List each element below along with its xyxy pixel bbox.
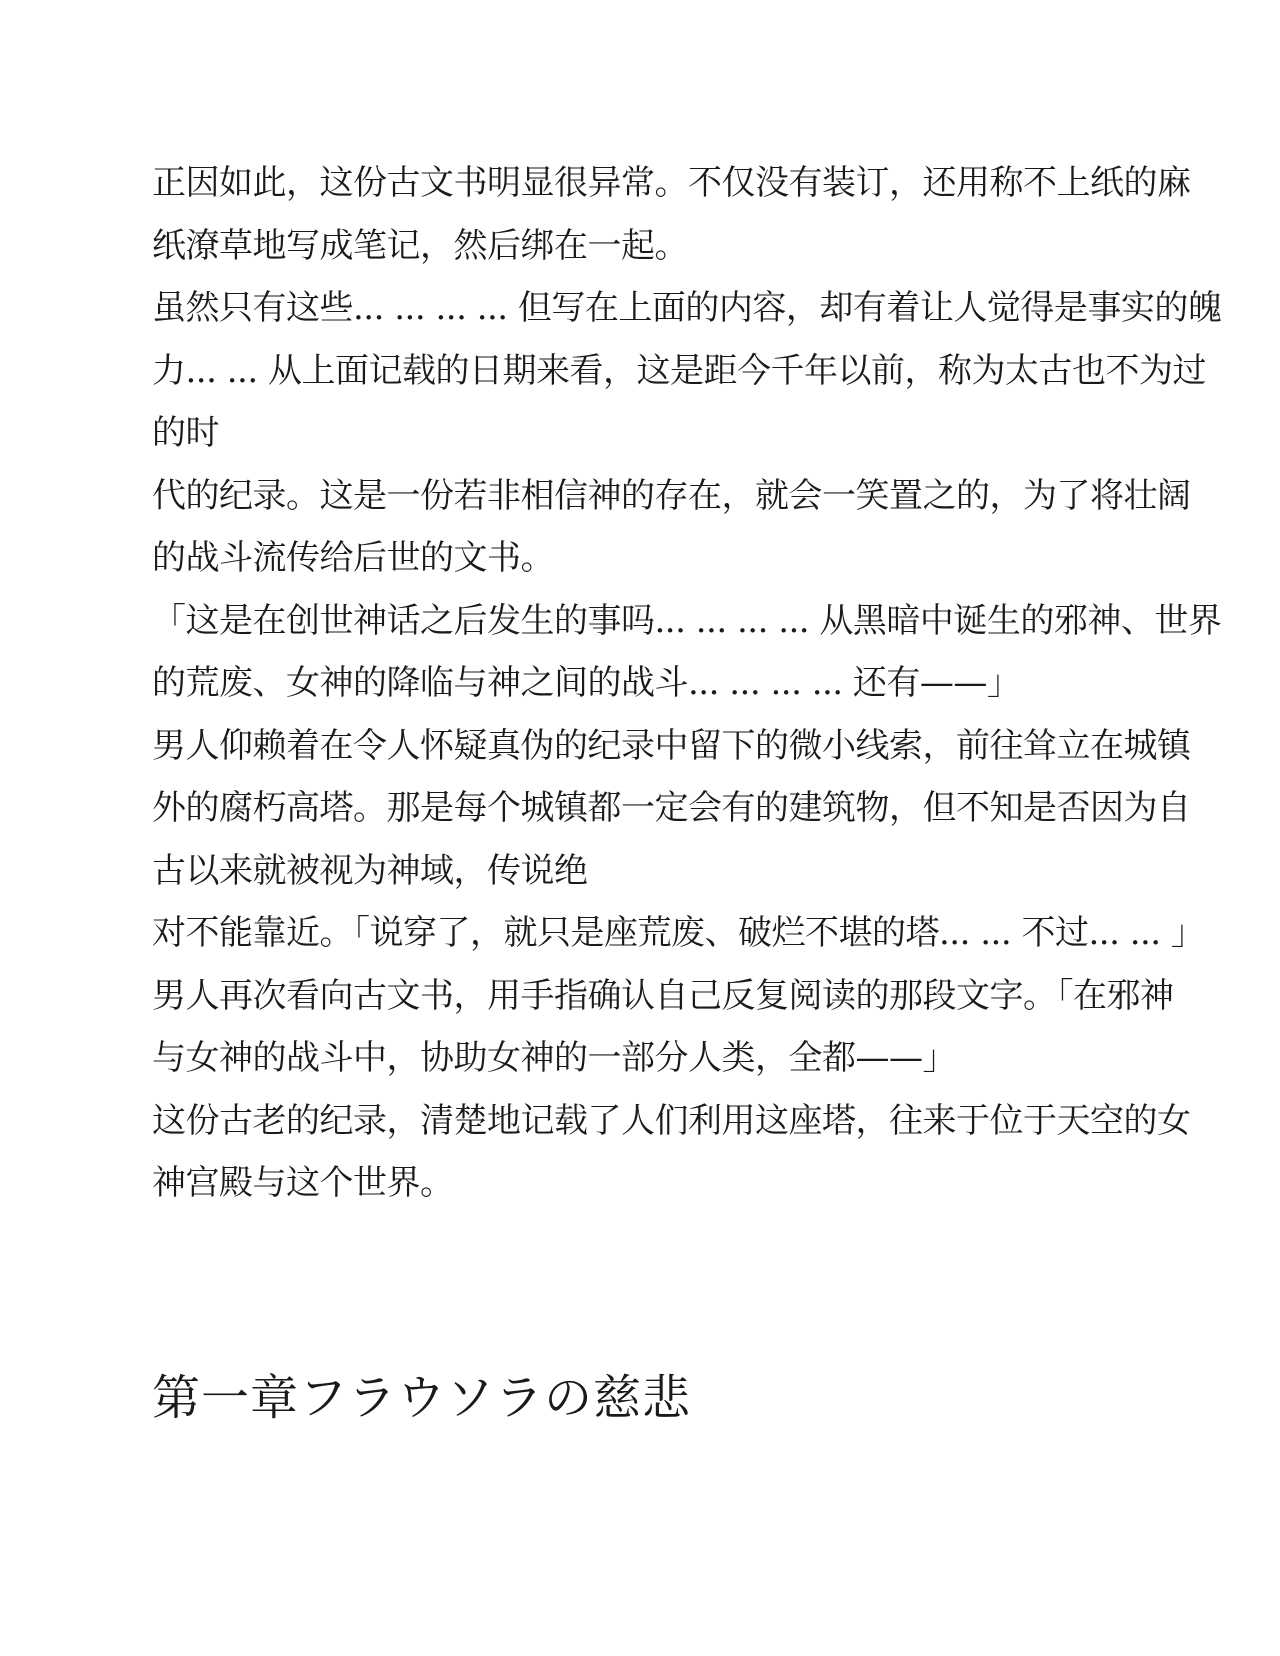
- text-line: 与女神的战斗中，协助女神的一部分人类，全都——」: [152, 1038, 956, 1078]
- text-line: 的时: [152, 413, 219, 453]
- document-page: [152, 0, 1222, 1656]
- text-line: 神宫殿与这个世界。: [152, 1163, 454, 1203]
- text-line: 的战斗流传给后世的文书。: [152, 538, 554, 578]
- chapter-title: 第一章フラウソラの慈悲: [152, 1370, 692, 1426]
- text-line: 力... ... 从上面记载的日期来看，这是距今千年以前，称为太古也不为过: [152, 350, 1206, 391]
- text-line: 纸潦草地写成笔记，然后绑在一起。: [152, 225, 688, 266]
- text-line: 代的纪录。这是一份若非相信神的存在，就会一笑置之的，为了将壮阔: [152, 475, 1191, 516]
- text-line: 古以来就被视为神域，传说绝: [152, 850, 588, 891]
- text-line: 的荒废、女神的降临与神之间的战斗... ... ... ... 还有——」: [152, 663, 1021, 703]
- text-line: 外的腐朽高塔。那是每个城镇都一定会有的建筑物，但不知是否因为自: [152, 788, 1191, 828]
- text-line: 男人再次看向古文书，用手指确认自己反复阅读的那段文字。「在邪神: [152, 975, 1174, 1016]
- text-line: 这份古老的纪录，清楚地记载了人们利用这座塔，往来于位于天空的女: [152, 1100, 1191, 1141]
- text-line: 男人仰赖着在令人怀疑真伪的纪录中留下的微小线索，前往耸立在城镇: [152, 725, 1191, 766]
- text-line: 虽然只有这些... ... ... ... 但写在上面的内容，却有着让人觉得是事实的魄: [152, 288, 1222, 328]
- text-line: 正因如此，这份古文书明显很异常。不仅没有装订，还用称不上纸的麻: [152, 163, 1191, 203]
- text-line: 对不能靠近。「说穿了，就只是座荒废、破烂不堪的塔... ... 不过... ... 」: [152, 913, 1205, 953]
- body-text: [152, 152, 1222, 1215]
- text-line: 「这是在创世神话之后发生的事吗... ... ... ... 从黑暗中诞生的邪神、世界: [152, 600, 1222, 641]
